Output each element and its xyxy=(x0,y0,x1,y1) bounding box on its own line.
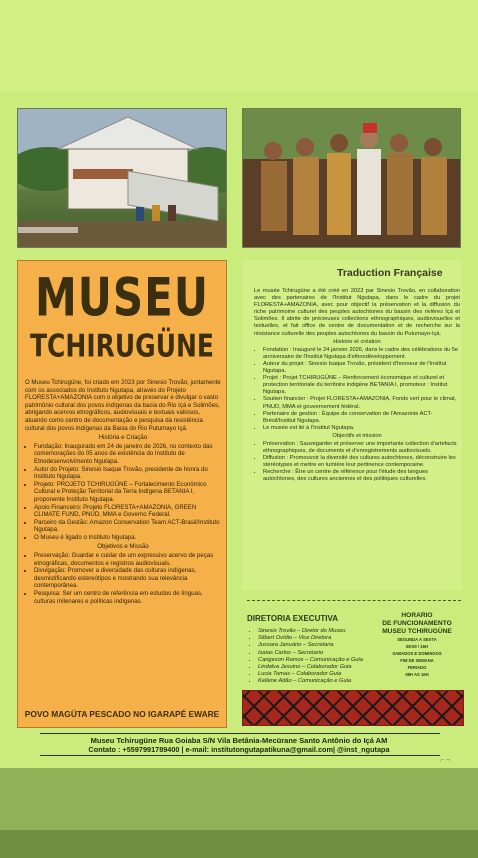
pt-goals-heading: Objetivos e Missão xyxy=(97,543,149,551)
directory-title: DIRETORIA EXECUTIVA xyxy=(247,614,338,623)
list-item: • Jussara Januário – Secretaria xyxy=(258,642,408,649)
fr-goals-list xyxy=(254,441,460,484)
fr-intro: Le musée Tchirugüne a été créé en 2023 par Sinesio Trovão, en collaboration avec des partenaires de l'Institut Ngutapa, dans le cadre du projet FLORESTA+AMAZONIA, avec pour objectif la préservation et la diffusion du riche patrimoine culturel des peuples autochtones du bassin des rivières Içá et Solimões. Il abrite de précieuses collections ethnographiques, audiovisuelles et textuelles, et fait office de centre de documentation et de recherche sur la résistance culturelle des peuples autochtones du bassin du Putumayo-Içá. xyxy=(254,288,460,337)
list-item: • Sinesio Trovão – Diretor do Museu xyxy=(258,628,408,635)
footer-contact[interactable]: Contato : +5597991789400 | e-mail: institutongutapatikuna@gmail.com| @inst_ngutapa xyxy=(88,745,390,754)
list-item: • Lucia Tomas – Colaborador Guia xyxy=(258,671,408,678)
list-item: • Lindalva Jesuino – Colaborador Guia xyxy=(258,664,408,671)
indigenous-people-photo xyxy=(242,108,461,248)
hours-line: FERIADO xyxy=(407,665,427,670)
section-divider xyxy=(247,600,461,601)
hours-line: 08H AS 16H xyxy=(405,672,429,677)
list-item: • Parceiro da Gestão: Amazon Conservation Team ACT-Brasil/Instituto Ngutapa. xyxy=(34,519,221,534)
hours-title-line: DE FUNCIONAMENTO xyxy=(382,620,452,627)
list-item: • Partenaire de gestion : Équipe de conservation de l'Amazonie ACT-Brésil/Institut Ngutapa. xyxy=(263,411,460,425)
footer-rule-top xyxy=(40,733,440,734)
list-item: • Preservação: Guardar e cuidar de um expressivo acervo de peças etnográficas, documentos e registros audiovisuais. xyxy=(34,552,221,567)
opening-hours xyxy=(372,612,462,678)
hours-line: 08:00 / 16H xyxy=(406,644,428,649)
fr-history-list xyxy=(254,347,460,432)
pt-history-heading: História e Criação xyxy=(98,434,148,442)
list-item: • Le musée est lié à l'Institut Ngutapa. xyxy=(263,425,460,432)
list-item: • O Museu é ligado o Instituto Ngutapa. xyxy=(34,534,221,542)
museum-building-photo xyxy=(17,108,227,248)
corner-watermark: ⌐ ¬ xyxy=(440,757,451,764)
list-item: • Fundação: Inaugurado em 24 de janeiro de 2026, no contexto das comemorações do 05 anos de existência do Instituto de Etnodesenvolvimento Ngutapa. xyxy=(34,443,221,466)
pt-goals-list xyxy=(25,552,221,605)
list-item: • Silbert Ovídio – Vice Diretora xyxy=(258,635,408,642)
list-item: • Pesquisa: Ser um centro de referência em estudos de línguas, culturas milenares e políticas indígenas. xyxy=(34,590,221,605)
top-background-band xyxy=(0,0,478,92)
portuguese-text xyxy=(25,379,221,605)
list-item: • Autor do Projeto: Sinesio Isaque Trovão, presidente de honra do Instituto Ngutapa. xyxy=(34,466,221,481)
list-item: • Kellene Adão – Comunicação e Guia xyxy=(258,678,408,685)
pt-history-list xyxy=(25,443,221,542)
fr-goals-heading: Objectifs et mission xyxy=(332,432,382,439)
hours-line: SEGUNDA A SEXTA xyxy=(397,637,437,642)
portuguese-info-panel xyxy=(17,260,227,728)
list-item: • Isaias Carlos – Secretario xyxy=(258,650,408,657)
pt-intro: O Museu Tchirugüne, foi criado em 2023 por Sinesio Trovão, juntamente com os associados do Instituto Ngutapa, através do Projeto FLORESTA+AMAZONIA com o objetivo de preservar e divulgar o vasto patrimônio cultural dos povos indígenas da bacia do Rio Içá e Solimões, abrigando acervos etnográficos, audiovisuais e textuais valiosos, atuando como centro de documentação e pesquisa da resistência cultural dos povos indígenas da Bacia do Rio Putumayo Içá. xyxy=(25,379,221,432)
french-translation-panel xyxy=(242,260,462,590)
list-item: • Fondation : Inauguré le 24 janvier 2026, dans le cadre des célébrations du 5e anniversaire de l'Institut Ngutapa d'ethnodéveloppement. xyxy=(263,347,460,361)
footer-address: Museu Tchirugüne Rua Goiaba S/N Vila Betânia-Mecürane Santo Antônio do Içá AM xyxy=(90,736,388,745)
slogan: POVO MAGÜTA PESCADO NO IGARAPÉ EWARE xyxy=(24,709,220,719)
list-item: • Soutien financier : Projet FLORESTA+AMAZONIA, Fonds vert pour le climat, PNUD, MMA et gouvernement fédéral. xyxy=(263,396,460,410)
list-item: • Projet : Projet TCHIRUGÜNE – Renforcement économique et culturel et protection territoriale du territoire indigène BETANIA I, promoteur : Institut Ngutapa. xyxy=(263,375,460,396)
indigenous-pattern-banner xyxy=(242,690,464,726)
bottom-background-band-dark xyxy=(0,830,478,858)
list-item: • Préservation : Sauvegarder et préserver une importante collection d'artefacts ethnographiques, de documents et d'enregistrements audiovisuels. xyxy=(263,441,460,455)
hours-line: SABADOS E DOMINGOS xyxy=(392,651,442,656)
footer-rule-bottom xyxy=(40,755,440,756)
list-item: • Divulgação: Promover a diversidade das culturas indígenas, desmistificando estereótipos e mostrando sua relevância contemporânea. xyxy=(34,567,221,590)
fr-history-heading: Histoire et création xyxy=(333,338,381,345)
french-title: Traduction Française xyxy=(337,267,443,279)
museum-name-title: TCHIRUGÜNE xyxy=(30,327,214,364)
list-item: • Auteur du projet : Sinesio Isaque Trovão, président d'honneur de l'Institut Ngutapa. xyxy=(263,361,460,375)
museum-title: MUSEU xyxy=(35,266,209,328)
list-item: • Diffusion : Promouvoir la diversité des cultures autochtones, déconstruire les stéréotypes et mettre en lumière leur pertinence contemporaine. xyxy=(263,455,460,469)
list-item: • Cangeson Ramos – Comunicação e Guia xyxy=(258,657,408,664)
list-item: • Projeto: PROJETO TCHIRUGÜNE – Fortalecimento Econômico Cultural e Proteção Territorial da Terra Indígena BETANIA I, proponente Instituto Ngutapa. xyxy=(34,481,221,504)
list-item: • Apoio Financeiro: Projeto FLORESTA+AMAZONIA, GREEN CLIMATE FUND, PNUD, MMA e Governo Federal. xyxy=(34,504,221,519)
hours-title-line: MUSEU TCHIRUGÜNE xyxy=(382,628,452,635)
hours-line: FIM DE SEMANA xyxy=(400,658,434,663)
french-text xyxy=(254,288,460,484)
list-item: • Recherche : Être un centre de référence pour l'étude des langues autochtones, des cultures anciennes et des politiques culturelles. xyxy=(263,469,460,483)
hours-title-line: HORARIO xyxy=(401,612,433,619)
